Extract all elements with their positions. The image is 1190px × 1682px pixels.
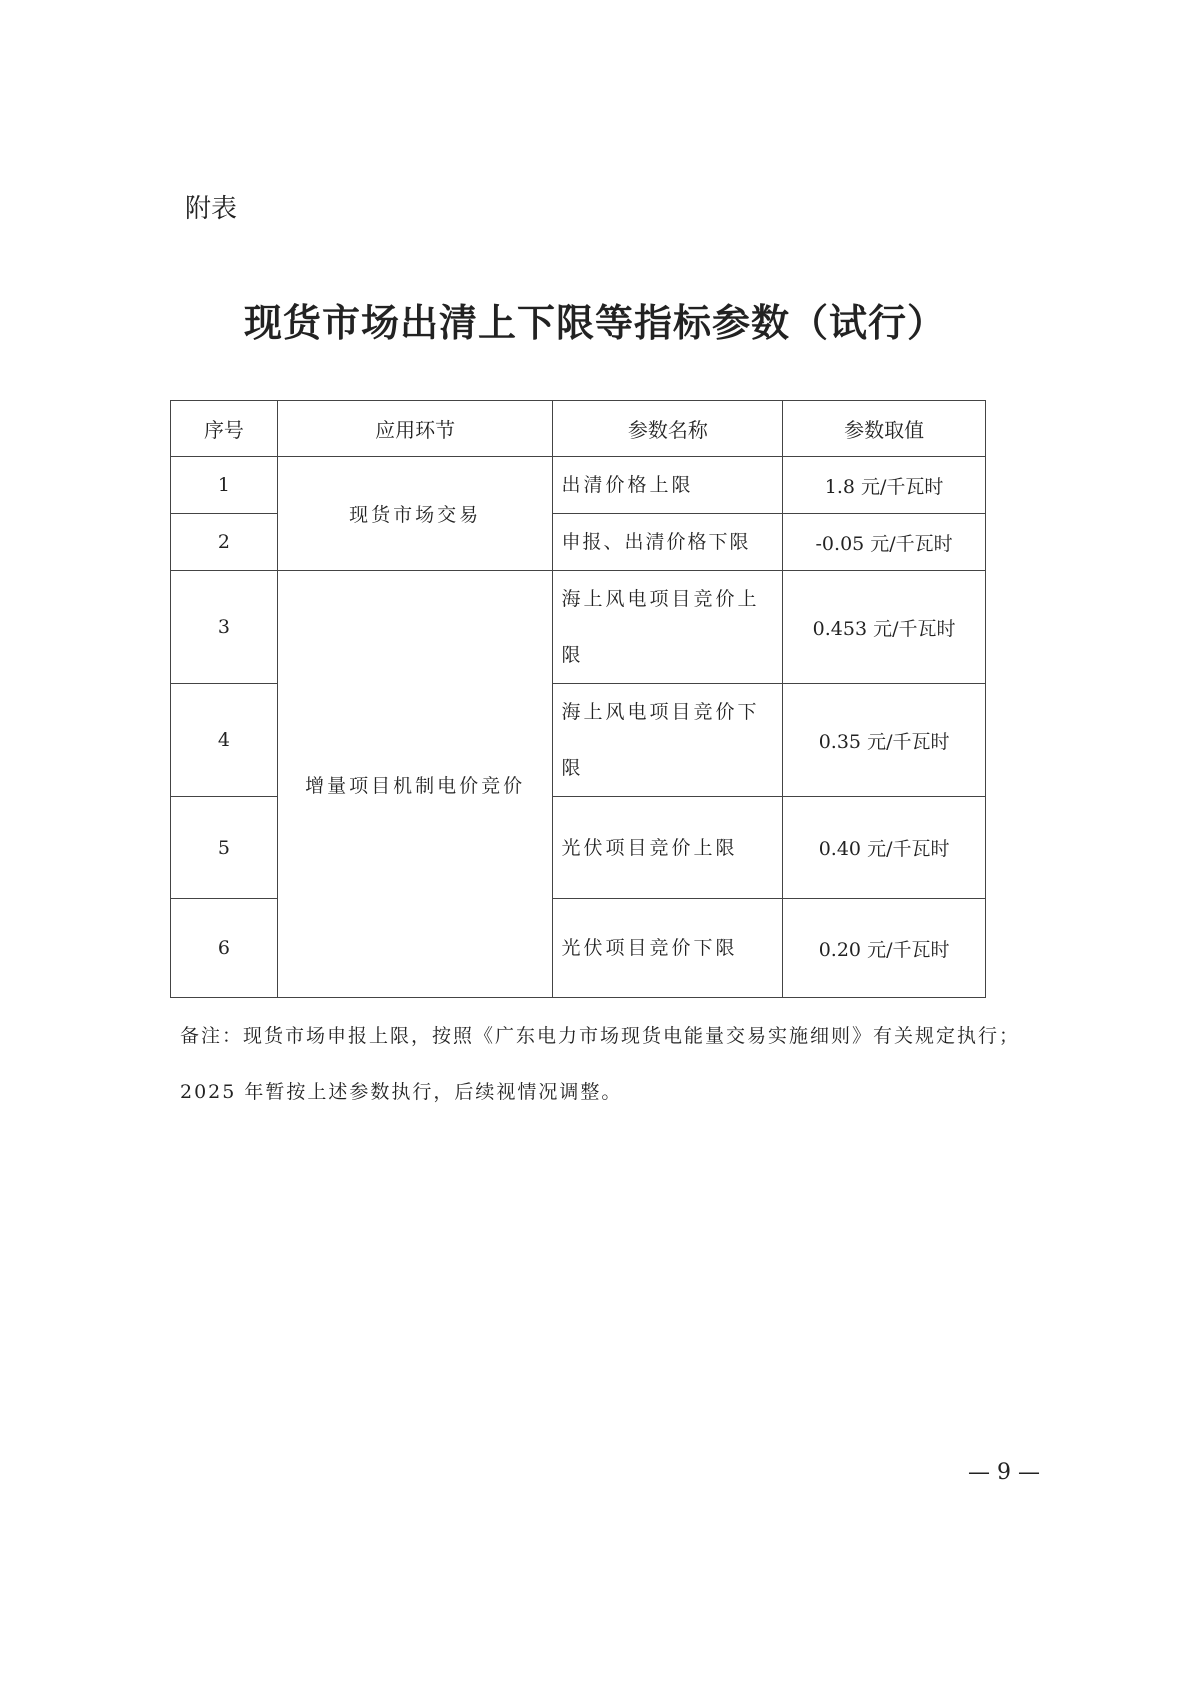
- row-no: 1: [171, 457, 278, 514]
- header-no: 序号: [171, 401, 278, 457]
- parameter-table: [170, 400, 986, 998]
- param-name: 光伏项目竞价上限: [553, 797, 783, 899]
- header-param-value: 参数取值: [783, 401, 986, 457]
- page-number: — 9 —: [968, 1460, 1040, 1485]
- table-header-row: [171, 401, 986, 457]
- param-name: 光伏项目竞价下限: [553, 899, 783, 998]
- row-no: 5: [171, 797, 278, 899]
- row-no: 4: [171, 684, 278, 797]
- param-value: 0.453 元/千瓦时: [783, 571, 986, 684]
- row-no: 6: [171, 899, 278, 998]
- document-title: 现货市场出清上下限等指标参数（试行）: [243, 301, 946, 345]
- header-stage: 应用环节: [277, 401, 553, 457]
- table-note: 备注：现货市场申报上限，按照《广东电力市场现货电能量交易实施细则》有关规定执行；2025 年暂按上述参数执行，后续视情况调整。: [180, 1025, 1021, 1103]
- table-row: [171, 571, 986, 684]
- param-value: 1.8 元/千瓦时: [783, 457, 986, 514]
- row-no: 2: [171, 514, 278, 571]
- stage-cell: 增量项目机制电价竞价: [277, 571, 553, 998]
- table-row: [171, 457, 986, 514]
- param-value: 0.40 元/千瓦时: [783, 797, 986, 899]
- param-name: 出清价格上限: [553, 457, 783, 514]
- param-name: 海上风电项目竞价下限: [553, 684, 783, 797]
- param-name: 海上风电项目竞价上限: [553, 571, 783, 684]
- stage-cell: 现货市场交易: [277, 457, 553, 571]
- param-name: 申报、出清价格下限: [553, 514, 783, 571]
- attachment-label: 附表: [185, 194, 238, 224]
- row-no: 3: [171, 571, 278, 684]
- param-value: 0.20 元/千瓦时: [783, 899, 986, 998]
- param-value: 0.35 元/千瓦时: [783, 684, 986, 797]
- param-value: -0.05 元/千瓦时: [783, 514, 986, 571]
- header-param-name: 参数名称: [553, 401, 783, 457]
